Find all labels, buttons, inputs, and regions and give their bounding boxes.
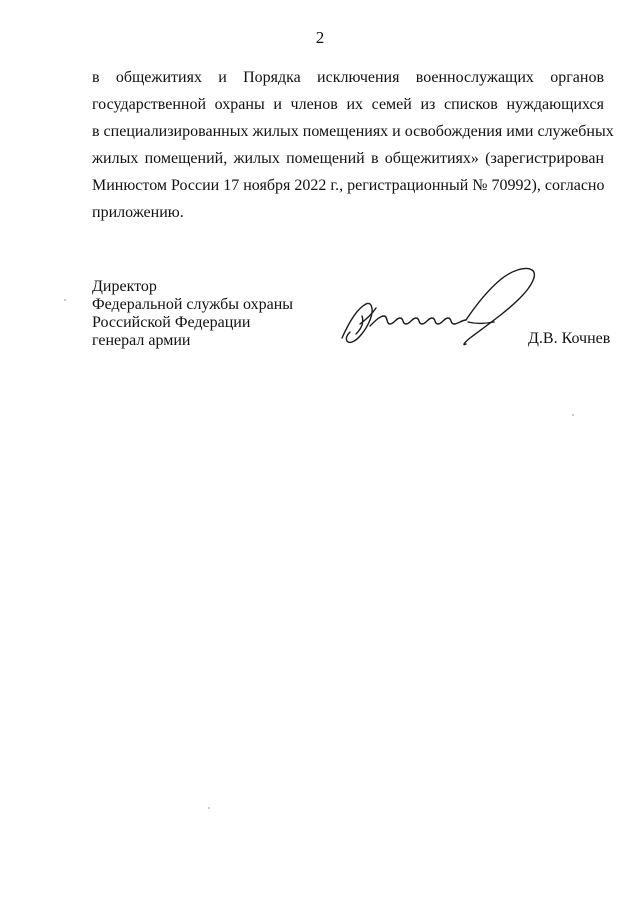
signatory-title-block <box>92 278 293 350</box>
body-line: жилых помещений, жилых помещений в общежитиях» (зарегистрирован <box>92 150 604 167</box>
body-line: Минюстом России 17 ноября 2022 г., регистрационный № 70992), согласно <box>92 177 605 194</box>
signatory-title-line: генерал армии <box>92 332 191 349</box>
body-line: в специализированных жилых помещениях и освобождения ими служебных <box>92 123 614 140</box>
scan-speck <box>572 414 574 416</box>
body-line: государственной охраны и членов их семей из списков нуждающихся <box>92 96 604 113</box>
scan-speck <box>208 807 210 809</box>
page-number: 2 <box>315 28 325 47</box>
body-text <box>92 64 614 226</box>
body-line: в общежитиях и Порядка исключения военнослужащих органов <box>92 69 604 86</box>
signer-name: Д.В. Кочнев <box>528 330 611 347</box>
handwritten-signature <box>336 264 551 348</box>
signatory-title-line: Российской Федерации <box>92 314 251 331</box>
body-line: приложению. <box>92 204 184 221</box>
signatory-title-line: Федеральной службы охраны <box>92 296 294 313</box>
signatory-title-line: Директор <box>92 278 157 295</box>
scan-speck <box>64 299 66 301</box>
